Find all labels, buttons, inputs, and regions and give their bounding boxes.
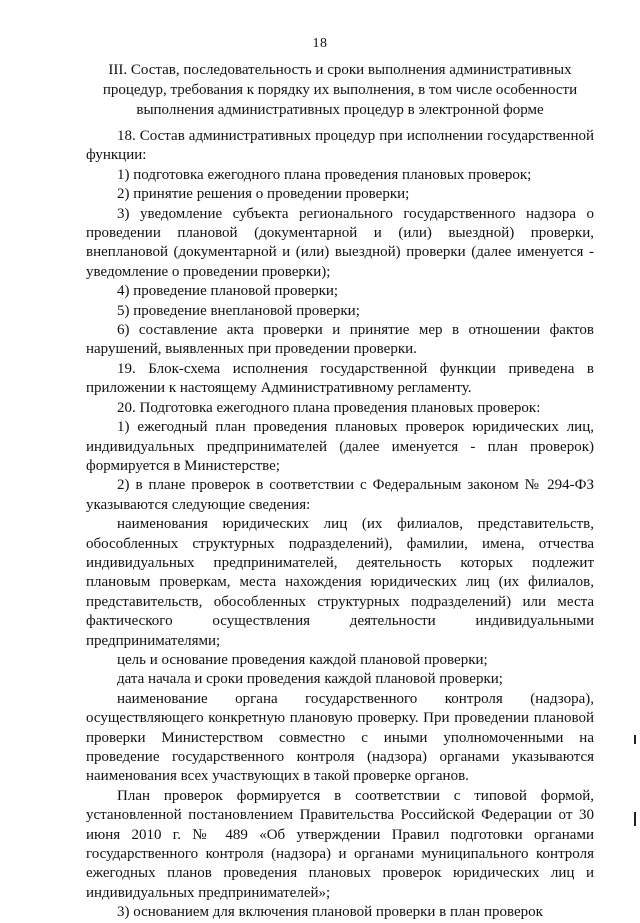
list-item: 1) подготовка ежегодного плана проведения плановых проверок; (117, 166, 532, 183)
list-item: 5) проведение внеплановой проверки; (117, 302, 360, 319)
list-item: 1) ежегодный план проведения плановых проверок юридических лиц, индивидуальных предпринимателей (далее именуется - план проверок) формируется в Министерстве; (86, 419, 594, 474)
list-item: 6) составление акта проверки и принятие мер в отношении фактов нарушений, выявленных при проведении проверки. (86, 322, 594, 358)
section-heading (86, 60, 594, 120)
paragraph: наименование органа государственного контроля (надзора), осуществляющего конкретную плановую проверку. При проведении плановой проверки Министерством совместно с иными уполномоченными на проведение государственного контроля (надзора) органами указываются наименования всех участвующих в такой проверке органов. (86, 690, 594, 785)
paragraph: 20. Подготовка ежегодного плана проведения плановых проверок: (117, 399, 541, 416)
paragraph: 19. Блок-схема исполнения государственной функции приведена в приложении к настоящему Административному регламенту. (86, 360, 594, 397)
list-item: 4) проведение плановой проверки; (117, 283, 339, 300)
list-item: 3) уведомление субъекта регионального государственного надзора о проведении плановой (документарной и (или) выездной) проверки, внеплановой (документарной и (или) выездной) проверки (далее именуется - уведомление о проведении проверки); (86, 205, 594, 280)
paragraph: 18. Состав административных процедур при исполнении государственной функции: (86, 128, 594, 164)
page-number: 18 (312, 36, 328, 51)
paragraph: дата начала и сроки проведения каждой плановой проверки; (117, 671, 503, 688)
scan-artifact (634, 735, 636, 744)
list-item: 3) основанием для включения плановой проверки в план проверок (117, 904, 543, 921)
paragraph: цель и основание проведения каждой плановой проверки; (117, 651, 488, 668)
scan-artifact (634, 812, 636, 826)
section-heading-line: выполнения административных процедур в электронной форме (136, 102, 544, 118)
list-item: 2) принятие решения о проведении проверки; (117, 186, 410, 203)
list-item: 2) в плане проверок в соответствии с Федеральным законом № 294-ФЗ указываются следующие сведения: (86, 477, 594, 513)
document-body (86, 127, 594, 923)
section-heading-line: процедур, требования к порядку их выполнения, в том числе особенности (102, 82, 578, 98)
section-heading-line: III. Состав, последовательность и сроки выполнения административных (108, 62, 572, 78)
paragraph: наименования юридических лиц (их филиалов, представительств, обособленных структурных подразделений), фамилии, имена, отчества индивидуальных предпринимателей, деятельность которых подлежит плановым проверкам, места нахождения юридических лиц (их филиалов, представительств, обособленных структурных подразделений) или места фактического осуществления деятельности индивидуальными предпринимателями; (86, 516, 594, 649)
paragraph: План проверок формируется в соответствии с типовой формой, установленной постановлением Правительства Российской Федерации от 30 июня 2010 г. № 489 «Об утверждении Правил подготовки органами государственного контроля (надзора) и органами муниципального контроля ежегодных планов проведения плановых проверок юридических лиц и индивидуальных предпринимателей»; (86, 787, 594, 901)
